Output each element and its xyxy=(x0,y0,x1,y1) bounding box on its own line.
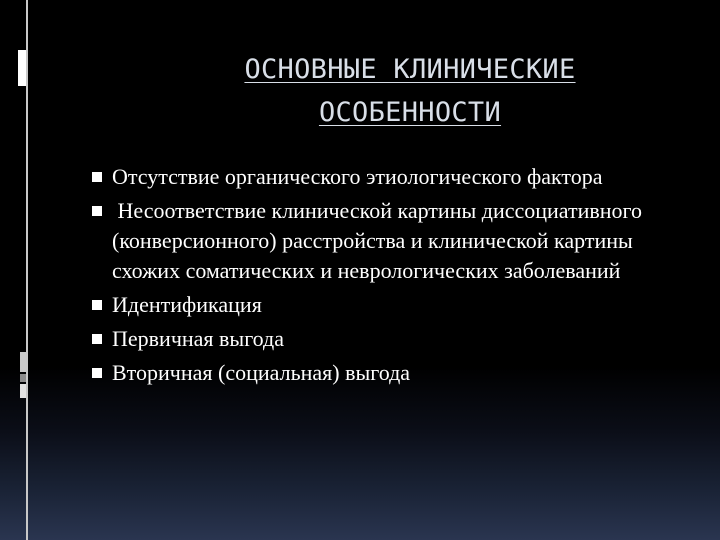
square-bullet-icon xyxy=(92,368,102,378)
bullet-text: Первичная выгода xyxy=(112,326,285,351)
bullet-item xyxy=(92,196,692,286)
left-accent-line xyxy=(26,0,28,540)
bullet-text: Отсутствие органического этиологического фактора xyxy=(112,164,603,189)
bullet-text: Идентификация xyxy=(112,292,262,317)
square-bullet-icon xyxy=(92,206,102,216)
bullet-item xyxy=(92,324,692,354)
accent-block-middle-1 xyxy=(20,352,26,372)
slide-title-line-2: ОСОБЕННОСТИ xyxy=(318,97,502,128)
bullet-item xyxy=(92,290,692,320)
square-bullet-icon xyxy=(92,334,102,344)
accent-block-top xyxy=(18,50,26,86)
bullet-item xyxy=(92,358,692,388)
accent-block-middle-2 xyxy=(20,374,26,382)
square-bullet-icon xyxy=(92,300,102,310)
bullet-text: Несоответствие клинической картины диссоциативного (конверсионного) расстройства и клинической картины схожих соматических и неврологических заболеваний xyxy=(112,198,648,283)
accent-block-middle-3 xyxy=(20,384,26,398)
slide-title-line-1: ОСНОВНЫЕ КЛИНИЧЕСКИЕ xyxy=(244,54,576,85)
bullet-item xyxy=(92,162,692,192)
bullet-text: Вторичная (социальная) выгода xyxy=(112,360,411,385)
square-bullet-icon xyxy=(92,172,102,182)
slide-title xyxy=(110,48,710,134)
bullet-list xyxy=(92,162,692,392)
